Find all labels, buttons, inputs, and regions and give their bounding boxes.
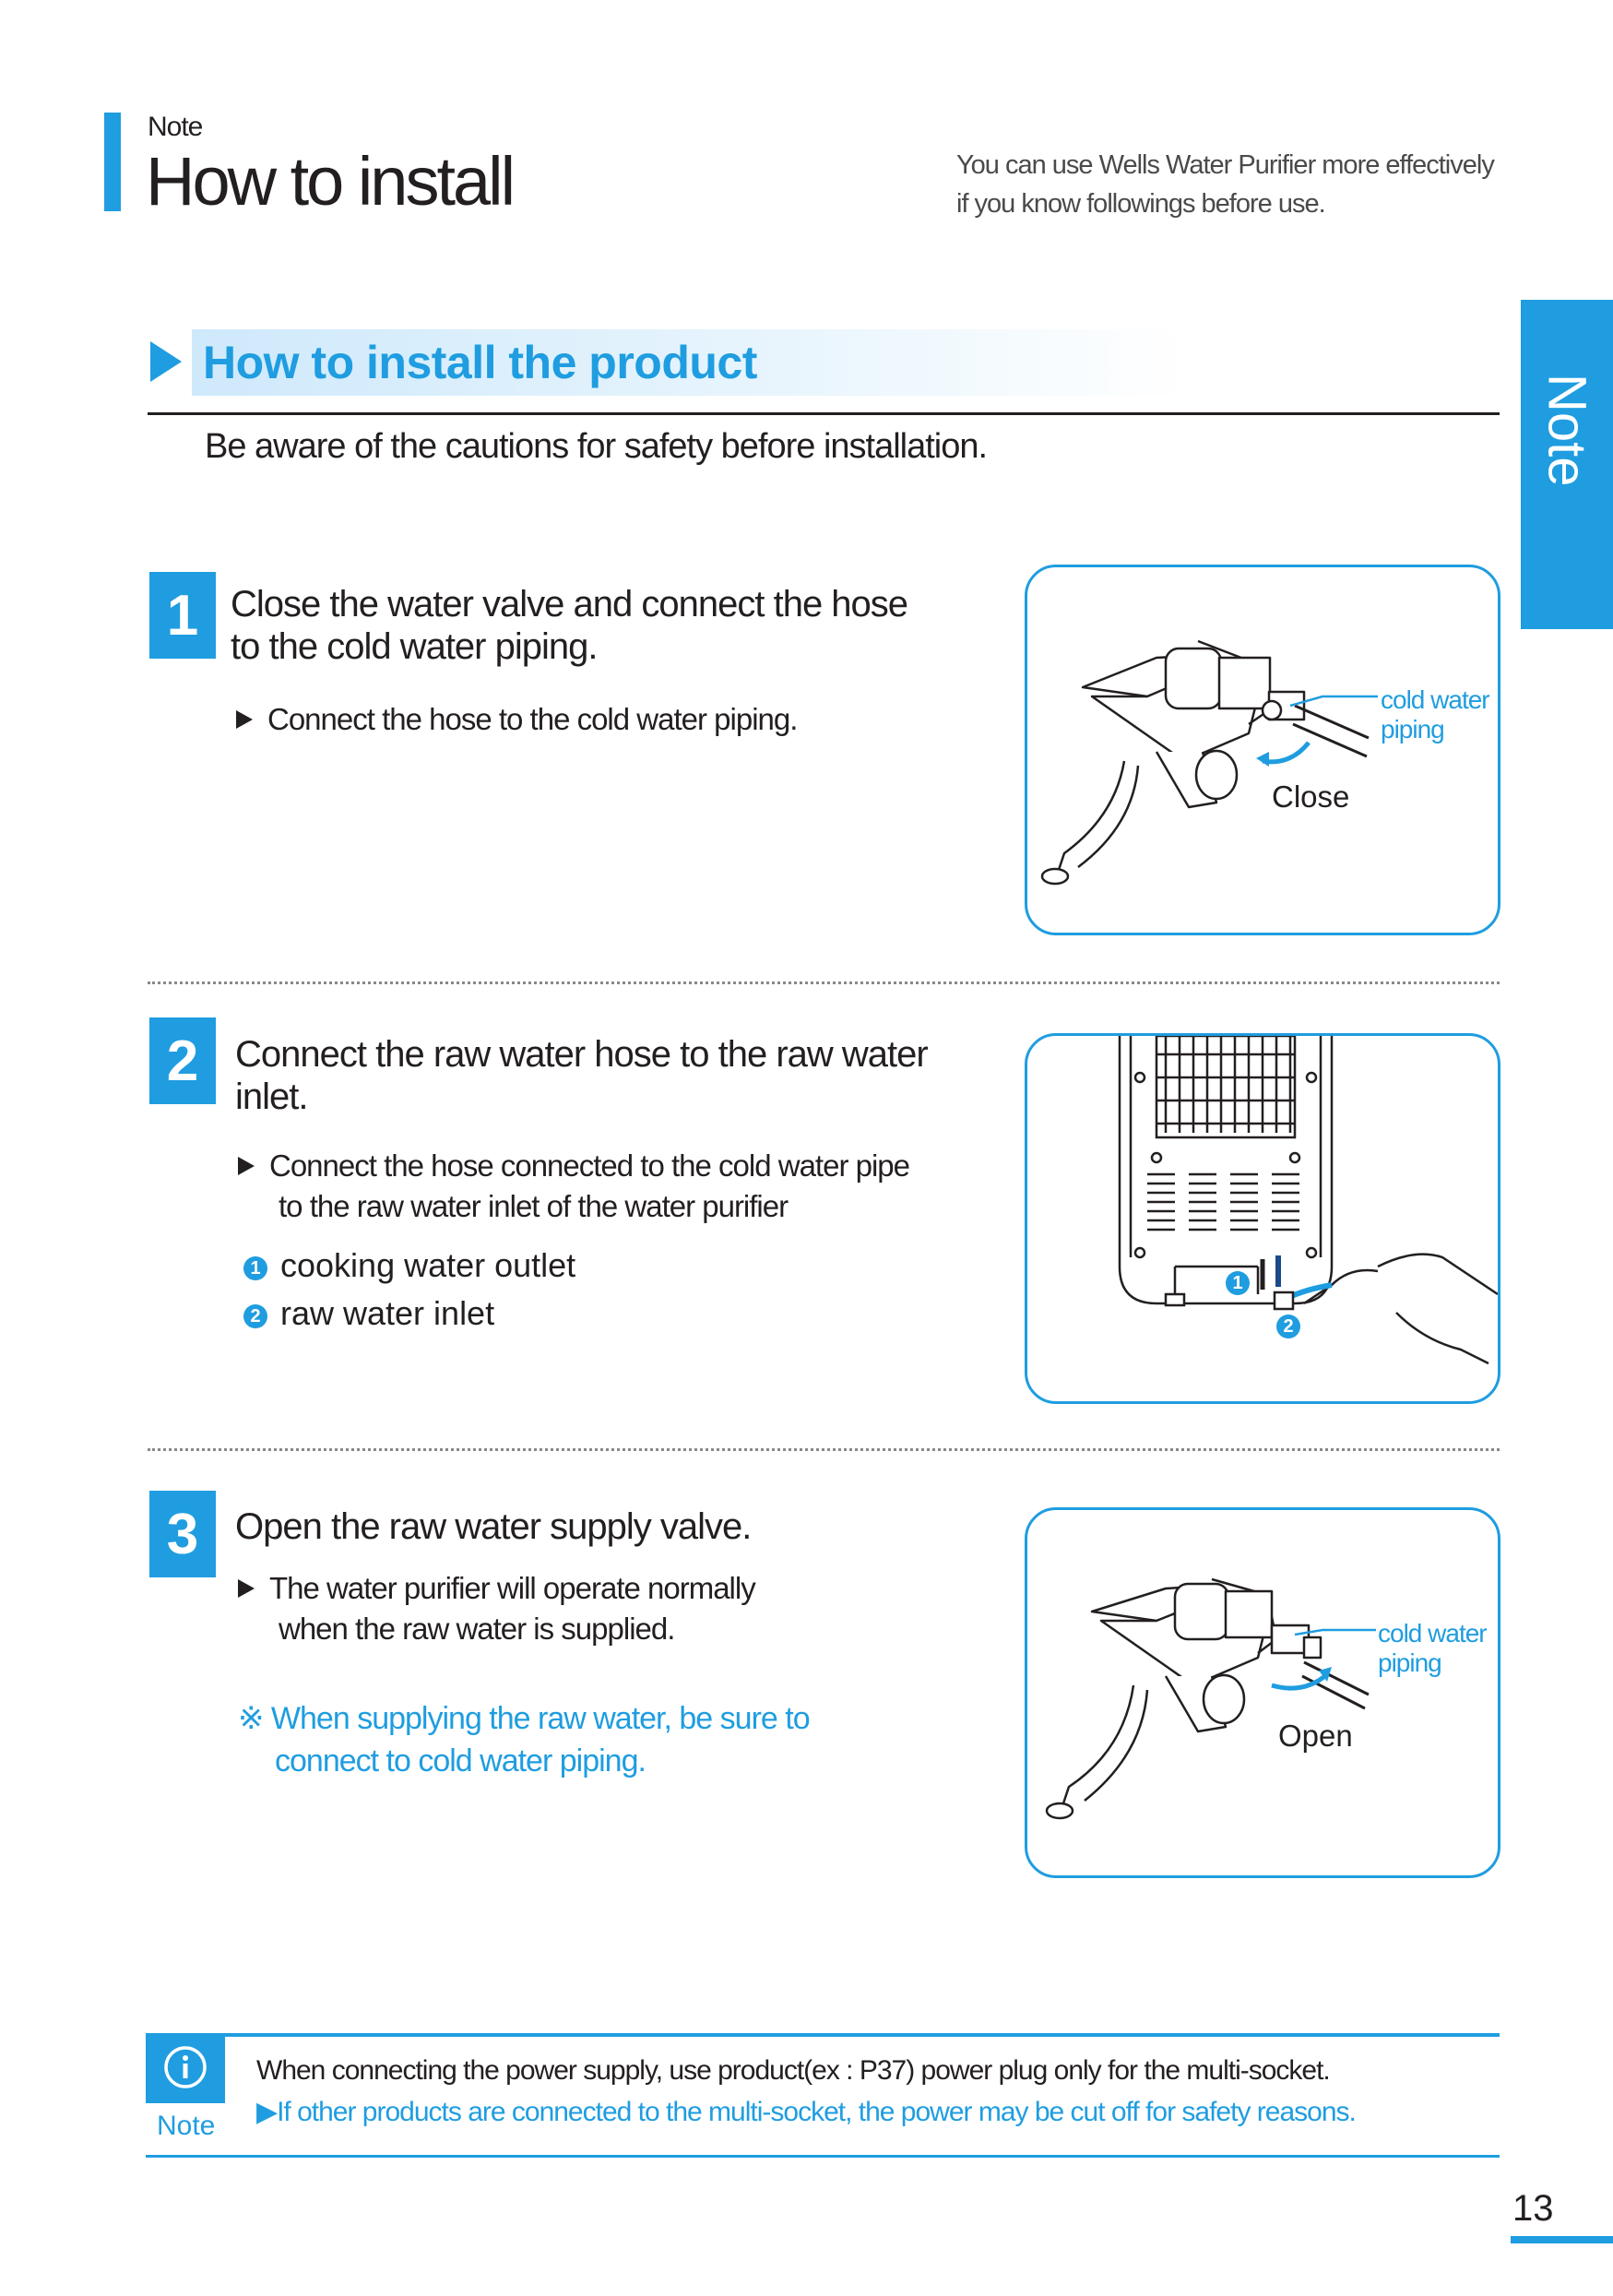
step-3-number: 3 [149, 1491, 216, 1577]
purifier-back-drawing [1027, 1036, 1498, 1401]
step-1-title-line-1: Close the water valve and connect the hose [231, 584, 908, 625]
side-tab-note [1521, 300, 1613, 629]
step-3-callout [1378, 1619, 1487, 1678]
section-title: How to install the product [203, 337, 757, 388]
note-label: Note [157, 2111, 216, 2141]
step-1-title [231, 583, 907, 668]
section-subtitle: Be aware of the cautions for safety before installation. [205, 427, 988, 466]
step-1-callout [1381, 685, 1489, 744]
step-1-callout-line-1: cold water [1381, 685, 1489, 714]
faucet-close-drawing [1027, 567, 1498, 933]
step-2-marker-1: 1 [1226, 1271, 1263, 1296]
faucet-open-drawing [1027, 1510, 1498, 1875]
note-bottom-rule [146, 2155, 1500, 2158]
step-1-bullet [236, 699, 797, 740]
part-1-label: cooking water outlet [280, 1246, 576, 1284]
note-line-1: When connecting the power supply, use product(ex : P37) power plug only for the multi-socket. [256, 2055, 1330, 2086]
page-number-bar [1511, 2236, 1613, 2243]
step-2-illustration [1025, 1033, 1500, 1404]
step-2-parts-list [243, 1242, 575, 1338]
step-divider-1 [148, 981, 1500, 984]
step-3-bullet-line-1: The water purifier will operate normally [269, 1571, 755, 1605]
triangle-bullet-icon [236, 710, 253, 729]
title-accent-bar [104, 113, 121, 211]
step-2-title-line-2: inlet. [235, 1077, 308, 1117]
step-1-illustration [1025, 565, 1500, 935]
step-3-caution [238, 1697, 810, 1782]
step-3-bullet [238, 1568, 755, 1649]
step-3-bullet-line-2: when the raw water is supplied. [279, 1612, 675, 1646]
intro-text [956, 146, 1494, 223]
intro-line-1: You can use Wells Water Purifier more effectively [956, 150, 1494, 180]
part-1-marker: 1 [243, 1256, 267, 1280]
step-2-title-line-1: Connect the raw water hose to the raw water [235, 1034, 928, 1075]
step-1-action-label: Close [1272, 779, 1350, 814]
step-3-callout-line-2: piping [1378, 1648, 1441, 1677]
part-2-marker: 2 [243, 1304, 267, 1328]
triangle-bullet-icon [238, 1157, 255, 1175]
step-3-caution-line-2: connect to cold water piping. [275, 1743, 646, 1779]
part-item-2 [243, 1290, 575, 1338]
step-1-bullet-text: Connect the hose to the cold water piping. [267, 702, 798, 736]
page-kicker: Note [148, 112, 203, 142]
page-title: How to install [146, 143, 514, 220]
step-2-bullet [238, 1146, 909, 1227]
step-3-caution-line-1: ※ When supplying the raw water, be sure to [238, 1701, 810, 1736]
side-tab-label: Note [1536, 374, 1597, 487]
page-number: 13 [1512, 2188, 1554, 2229]
step-2-marker-2: 2 [1276, 1315, 1313, 1339]
section-divider [148, 412, 1500, 415]
note-top-rule [146, 2033, 1500, 2037]
step-3-title: Open the raw water supply valve. [235, 1506, 752, 1547]
step-divider-2 [148, 1448, 1500, 1451]
step-1-title-line-2: to the cold water piping. [231, 626, 598, 667]
info-icon [162, 2044, 208, 2090]
part-2-label: raw water inlet [280, 1294, 495, 1332]
part-item-1 [243, 1242, 575, 1290]
step-3-illustration [1025, 1507, 1500, 1878]
triangle-bullet-icon [238, 1579, 255, 1598]
step-2-title [235, 1033, 928, 1118]
step-2-bullet-line-2: to the raw water inlet of the water purifier [279, 1189, 789, 1223]
step-1-number: 1 [149, 572, 216, 659]
section-arrow-icon [150, 341, 182, 382]
note-line-2: ▶If other products are connected to the multi-socket, the power may be cut off for safety reasons. [256, 2097, 1356, 2127]
step-3-callout-line-1: cold water [1378, 1619, 1487, 1648]
intro-line-2: if you know followings before use. [956, 189, 1325, 219]
step-2-number: 2 [149, 1017, 216, 1104]
step-1-callout-line-2: piping [1381, 715, 1444, 744]
step-2-bullet-line-1: Connect the hose connected to the cold water pipe [269, 1148, 909, 1183]
step-3-action-label: Open [1278, 1719, 1353, 1753]
